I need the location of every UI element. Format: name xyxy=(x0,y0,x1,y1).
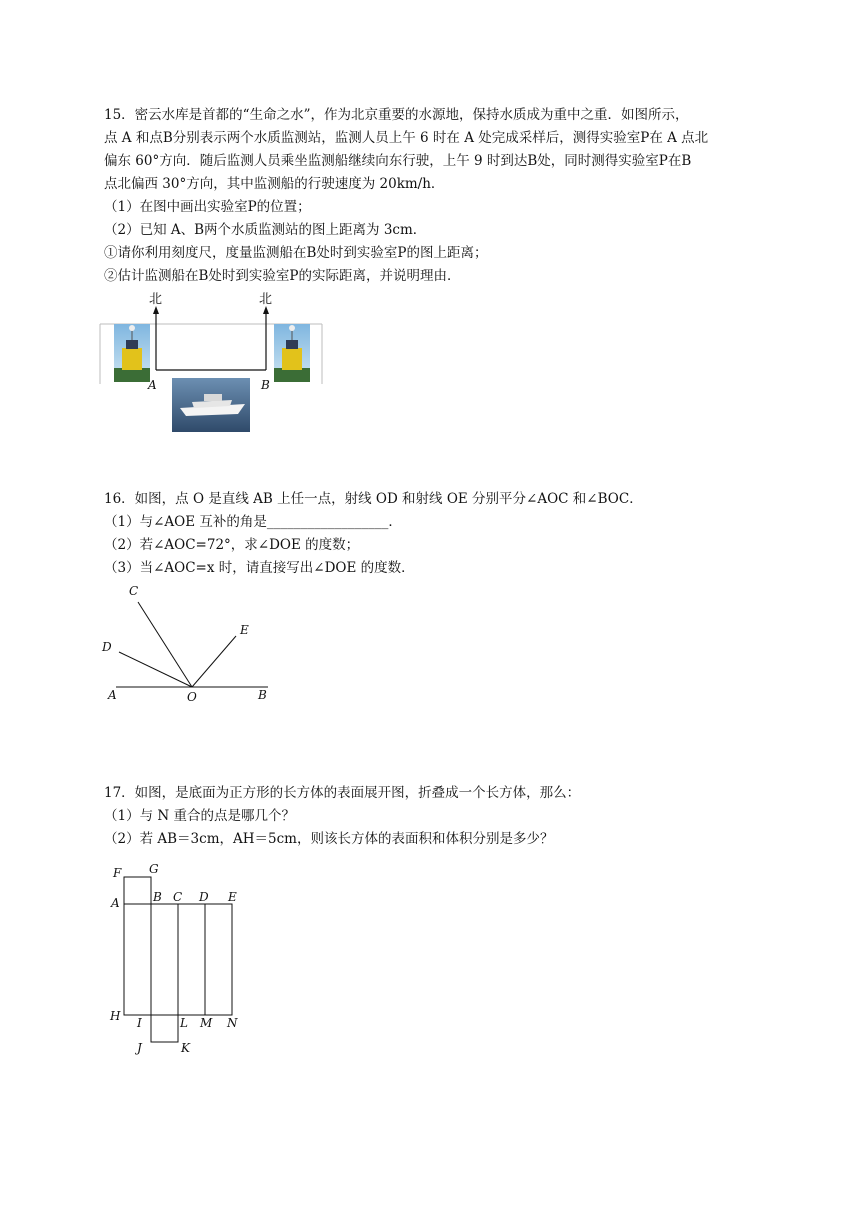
q15-line-5: （1）在图中画出实验室P的位置； xyxy=(104,199,311,215)
point-label-d: D xyxy=(102,640,112,654)
point-label-a: A xyxy=(148,378,157,392)
point-label-d: D xyxy=(199,890,209,904)
q16-line-4: （3）当∠AOC=x 时，请直接写出∠DOE 的度数． xyxy=(104,560,415,576)
q17-line-3: （2）若 AB＝3cm，AH＝5cm，则该长方体的表面积和体积分别是多少？ xyxy=(104,831,554,847)
point-label-f: F xyxy=(113,866,122,880)
q17-line-2: （1）与 N 重合的点是哪几个？ xyxy=(104,808,295,824)
q15-line-7: ①请你利用刻度尺，度量监测船在B处时到实验室P的图上距离； xyxy=(104,245,488,261)
ship-image xyxy=(172,378,250,432)
buoy-image-a xyxy=(114,324,150,382)
q16-line-3: （2）若∠AOC=72°，求∠DOE 的度数； xyxy=(104,537,360,553)
point-label-h: H xyxy=(110,1009,121,1023)
point-label-k: K xyxy=(181,1041,190,1055)
q15-figure xyxy=(100,290,340,440)
point-label-g: G xyxy=(149,862,159,876)
q15-line-1: 15．密云水库是首都的“生命之水”，作为北京重要的水源地，保持水质成为重中之重．如图所示， xyxy=(104,107,689,123)
buoy-image-b xyxy=(274,324,310,382)
q15-line-8: ②估计监测船在B处时到实验室P的实际距离，并说明理由． xyxy=(104,268,461,284)
point-label-i: I xyxy=(137,1016,142,1030)
q16-line-2: （1）与∠AOE 互补的角是__________________． xyxy=(104,514,402,530)
point-label-e: E xyxy=(240,623,249,637)
q15-line-4: 点北偏西 30°方向，其中监测船的行驶速度为 20km/h． xyxy=(104,176,445,192)
north-label-b: 北 xyxy=(259,292,273,307)
point-label-l: L xyxy=(180,1016,188,1030)
q17-line-1: 17．如图，是底面为正方形的长方体的表面展开图，折叠成一个长方体，那么： xyxy=(104,785,581,801)
point-label-j: J xyxy=(137,1041,142,1055)
point-label-b: B xyxy=(153,890,162,904)
q17-figure xyxy=(100,860,250,1060)
q15-line-3: 偏东 60°方向．随后监测人员乘坐监测船继续向东行驶，上午 9 时到达B处，同时测得实验室P在B xyxy=(104,153,692,169)
point-label-m: M xyxy=(200,1016,213,1030)
q15-line-2: 点 A 和点B分别表示两个水质监测站，监测人员上午 6 时在 A 处完成采样后，测得实验室P在 A 点北 xyxy=(104,130,709,146)
q15-line-6: （2）已知 A、B两个水质监测站的图上距离为 3cm． xyxy=(104,222,427,238)
north-label-a: 北 xyxy=(149,292,163,307)
point-label-o: O xyxy=(187,690,197,704)
point-label-b: B xyxy=(261,378,270,392)
point-label-c: C xyxy=(173,890,183,904)
q16-figure xyxy=(100,580,280,710)
point-label-a: A xyxy=(111,896,120,910)
q16-line-1: 16．如图，点 O 是直线 AB 上任一点，射线 OD 和射线 OE 分别平分∠AOC 和∠BOC． xyxy=(104,491,643,507)
point-label-n: N xyxy=(227,1016,238,1030)
point-label-a: A xyxy=(108,688,117,702)
point-label-b: B xyxy=(258,688,267,702)
point-label-c: C xyxy=(129,584,139,598)
point-label-e: E xyxy=(228,890,237,904)
ray-oe xyxy=(192,636,236,687)
